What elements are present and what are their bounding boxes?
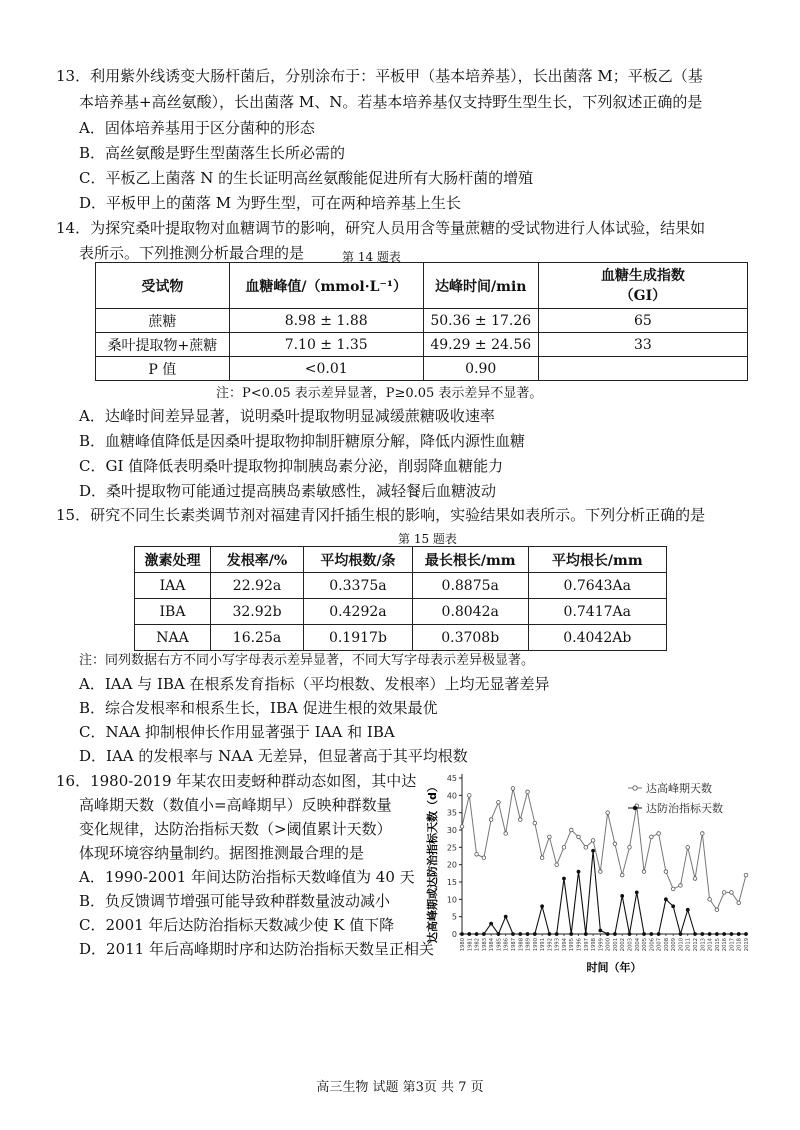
- chart-point: [555, 932, 559, 936]
- chart-point: [511, 932, 515, 936]
- q16-stem-line3: 变化规律，达防治指标天数（>阈值累计天数）: [79, 820, 392, 838]
- chart-point: [475, 932, 479, 936]
- chart-point: [642, 870, 646, 874]
- chart-y-tick-label: 15: [446, 878, 457, 887]
- table-cell: 7.10 ± 1.35: [229, 333, 423, 357]
- q14-option-a: A．达峰时间差异显著，说明桑叶提取物明显减缓蔗糖吸收速率: [79, 407, 495, 425]
- chart-x-tick-label: 1985: [496, 938, 503, 952]
- q14-option-b: B．血糖峰值降低是因桑叶提取物抑制肝糖原分解，降低内源性血糖: [79, 432, 526, 450]
- chart-point: [489, 818, 493, 822]
- table-cell: 蔗糖: [96, 309, 230, 333]
- table-cell: <0.01: [229, 357, 423, 381]
- chart-x-tick-label: 2018: [736, 938, 743, 952]
- table-header-cell: 血糖峰值/（mmol·L⁻¹）: [229, 263, 423, 309]
- table-header-cell: 达峰时间/min: [423, 263, 538, 309]
- chart-point: [533, 821, 537, 825]
- chart-point: [547, 932, 551, 936]
- chart-x-tick-label: 1993: [554, 938, 561, 952]
- q16-stem-line2: 高峰期天数（数值小=高峰期早）反映种群数量: [79, 796, 392, 814]
- chart-x-tick-label: 1984: [489, 938, 496, 952]
- chart-point: [671, 887, 675, 891]
- chart-point: [569, 828, 573, 832]
- chart-point: [664, 897, 668, 901]
- table-cell: 0.7643Aa: [528, 573, 666, 599]
- chart-point: [649, 932, 653, 936]
- chart-point: [511, 787, 515, 791]
- chart-point: [744, 932, 748, 936]
- chart-x-tick-label: 2003: [627, 938, 634, 952]
- chart-x-tick-label: 2001: [612, 938, 619, 952]
- chart-x-tick-label: 2005: [642, 938, 649, 952]
- chart-x-tick-label: 2013: [700, 938, 707, 952]
- table-cell: 50.36 ± 17.26: [423, 309, 538, 333]
- chart-point: [598, 929, 602, 933]
- chart-y-tick-label: 5: [451, 912, 457, 922]
- chart-point: [657, 832, 661, 836]
- table-header-cell: 发根率/%: [211, 547, 304, 573]
- legend-label: 达高峰期天数: [646, 782, 712, 795]
- chart-y-tick-label: 40: [446, 791, 457, 801]
- chart-x-tick-label: 2011: [685, 938, 692, 952]
- chart-point: [737, 932, 741, 936]
- chart-point: [657, 932, 661, 936]
- table-cell: 65: [538, 309, 747, 333]
- table-header-cell: 激素处理: [135, 547, 211, 573]
- chart-point: [467, 794, 471, 798]
- chart-y-tick-label: 10: [446, 895, 457, 905]
- q15-table-caption: 第 15 题表: [398, 532, 457, 546]
- chart-point: [569, 932, 573, 936]
- chart-x-tick-label: 1986: [503, 938, 510, 952]
- chart-point: [679, 932, 683, 936]
- q14-stem-line2: 表所示。下列推测分析最合理的是: [79, 244, 305, 262]
- chart-x-tick-label: 2012: [693, 938, 700, 952]
- q16-option-b: B．负反馈调节增强可能导致种群数量波动减小: [79, 892, 391, 910]
- table-cell: NAA: [135, 625, 211, 651]
- chart-y-tick-label: 25: [446, 843, 457, 853]
- table-cell: 32.92b: [211, 599, 304, 625]
- chart-point: [700, 932, 704, 936]
- chart-point: [533, 932, 537, 936]
- chart-point: [650, 835, 654, 839]
- table-cell: [538, 357, 747, 381]
- q15-table-note: 注：同列数据右方不同小写字母表示差异显著，不同大写字母表示差异极显著。: [79, 653, 535, 668]
- chart-point: [555, 863, 559, 867]
- chart-point: [693, 932, 697, 936]
- legend-label: 达防治指标天数: [646, 802, 723, 815]
- chart-x-tick-label: 2015: [714, 938, 721, 952]
- table-cell: IBA: [135, 599, 211, 625]
- q16-stem-line1: 16．1980-2019 年某农田麦蚜种群动态如图，其中达: [56, 772, 417, 790]
- chart-point: [701, 832, 705, 836]
- q13-option-d: D．平板甲上的菌落 M 为野生型，可在两种培养基上生长: [79, 194, 461, 212]
- chart-series-line: [462, 851, 746, 934]
- q14-table: [95, 262, 748, 381]
- chart-point: [613, 842, 617, 846]
- chart-x-tick-label: 2010: [678, 938, 685, 952]
- q13-stem-line1: 13．利用紫外线诱变大肠杆菌后，分别涂布于：平板甲（基本培养基），长出菌落 M；平板乙（基: [56, 67, 703, 85]
- chart-y-tick-label: 35: [446, 808, 457, 818]
- chart-point: [518, 818, 522, 822]
- table-cell: 0.3708b: [412, 625, 528, 651]
- chart-x-tick-label: 1989: [525, 938, 532, 952]
- chart-point: [467, 932, 471, 936]
- chart-point: [497, 800, 501, 804]
- chart-x-axis-label: 时间（年）: [586, 961, 642, 974]
- q14-table-note: 注：P<0.05 表示差异显著，P≥0.05 表示差异不显著。: [216, 386, 543, 401]
- chart-point: [715, 932, 719, 936]
- chart-x-tick-label: 1987: [510, 938, 517, 952]
- chart-point: [526, 932, 530, 936]
- table-cell: 49.29 ± 24.56: [423, 333, 538, 357]
- chart-point: [504, 915, 508, 919]
- chart-x-tick-label: 1998: [591, 938, 598, 952]
- q15-table: [134, 546, 667, 651]
- chart-point: [715, 908, 719, 912]
- chart-x-tick-label: 2017: [729, 938, 736, 952]
- chart-point: [628, 932, 632, 936]
- table-row: [96, 357, 748, 381]
- chart-x-tick-label: 2007: [656, 938, 663, 952]
- table-cell: 0.3375a: [304, 573, 413, 599]
- chart-x-tick-label: 1991: [540, 938, 547, 952]
- chart-point: [613, 932, 617, 936]
- chart-point: [475, 852, 479, 856]
- chart-point: [708, 932, 712, 936]
- chart-x-tick-label: 1980: [460, 938, 466, 952]
- chart-point: [577, 870, 581, 874]
- table-cell: IAA: [135, 573, 211, 599]
- chart-y-tick-label: 0: [451, 930, 457, 939]
- q14-option-d: D．桑叶提取物可能通过提高胰岛素敏感性，减轻餐后血糖波动: [79, 482, 497, 500]
- chart-point: [744, 873, 748, 877]
- page-footer: 高三生物 试题 第3页 共 7 页: [316, 1080, 484, 1095]
- chart-x-tick-label: 1996: [576, 938, 583, 952]
- chart-point: [730, 891, 734, 895]
- chart-point: [540, 904, 544, 908]
- q13-stem-line2: 本培养基+高丝氨酸），长出菌落 M、N。若基本培养基仅支持野生型生长，下列叙述正确的是: [79, 93, 703, 111]
- chart-point: [497, 932, 501, 936]
- table-cell: 16.25a: [211, 625, 304, 651]
- q15-option-b: B．综合发根率和根系生长，IBA 促进生根的效果最优: [79, 699, 438, 717]
- legend-marker: [633, 806, 637, 810]
- table-cell: 0.4292a: [304, 599, 413, 625]
- chart-point: [504, 832, 508, 836]
- table-cell: 22.92a: [211, 573, 304, 599]
- chart-point: [584, 932, 588, 936]
- chart-point: [628, 846, 632, 850]
- chart-y-tick-label: 30: [446, 826, 457, 835]
- table-header-cell: 受试物: [96, 263, 230, 309]
- chart-point: [708, 898, 712, 902]
- chart-point: [489, 922, 493, 926]
- chart-x-tick-label: 1982: [474, 938, 481, 952]
- chart-point: [642, 932, 646, 936]
- chart-x-tick-label: 1981: [467, 938, 474, 952]
- chart-x-tick-label: 1983: [481, 938, 488, 952]
- chart-point: [526, 790, 530, 794]
- table-cell: 33: [538, 333, 747, 357]
- table-cell: P 值: [96, 357, 230, 381]
- chart-point: [460, 825, 464, 829]
- q14-option-c: C．GI 值降低表明桑叶提取物抑制胰岛素分泌，削弱降血糖能力: [79, 457, 504, 475]
- table-cell: 0.8875a: [412, 573, 528, 599]
- table-cell: 0.4042Ab: [528, 625, 666, 651]
- chart-point: [686, 846, 690, 850]
- table-cell: 0.7417Aa: [528, 599, 666, 625]
- q15-option-c: C．NAA 抑制根伸长作用显著强于 IAA 和 IBA: [79, 723, 395, 741]
- chart-point: [635, 891, 639, 895]
- q16-option-c: C．2001 年后达防治指标天数减少使 K 值下降: [79, 916, 395, 934]
- q14-table-caption: 第 14 题表: [342, 250, 401, 264]
- chart-point: [482, 856, 486, 860]
- chart-point: [562, 877, 566, 881]
- chart-x-tick-label: 2014: [707, 938, 714, 952]
- chart-point: [606, 932, 610, 936]
- chart-x-tick-label: 2006: [649, 938, 656, 952]
- q13-option-b: B．高丝氨酸是野生型菌落生长所必需的: [79, 144, 346, 162]
- table-header-cell: 最长根长/mm: [412, 547, 528, 573]
- chart-point: [591, 839, 595, 843]
- gi-header-line2: （GI）: [619, 287, 667, 304]
- q16-chart: [424, 762, 754, 976]
- chart-point: [599, 870, 603, 874]
- q16-option-d: D．2011 年后高峰期时序和达防治指标天数呈正相关: [79, 940, 434, 958]
- table-header-row: [135, 547, 667, 573]
- chart-point: [584, 846, 588, 850]
- chart-point: [693, 877, 697, 881]
- q15-option-a: A．IAA 与 IBA 在根系发育指标（平均根数、发根率）上均无显著差异: [79, 675, 550, 693]
- table-cell: 8.98 ± 1.88: [229, 309, 423, 333]
- chart-x-tick-label: 2002: [620, 938, 627, 952]
- chart-point: [679, 884, 683, 888]
- chart-y-tick-label: 20: [446, 860, 457, 870]
- q13-option-c: C．平板乙上菌落 N 的生长证明高丝氨酸能促进所有大肠杆菌的增殖: [79, 169, 534, 187]
- chart-point: [577, 835, 581, 839]
- chart-point: [664, 870, 668, 874]
- table-header-cell: [538, 263, 747, 309]
- chart-x-tick-label: 1994: [561, 938, 568, 952]
- q16-option-a: A．1990-2001 年间达防治指标天数峰值为 40 天: [79, 868, 415, 886]
- chart-x-tick-label: 1988: [518, 938, 525, 952]
- chart-x-tick-label: 2016: [722, 938, 729, 952]
- chart-y-ticks: [447, 774, 462, 939]
- chart-point: [540, 856, 544, 860]
- chart-point: [482, 932, 486, 936]
- chart-point: [591, 849, 595, 853]
- q16-stem-line4: 体现环境容纳量制约。据图推测最合理的是: [79, 844, 365, 862]
- chart-point: [620, 873, 624, 877]
- chart-x-tick-label: 2009: [671, 938, 678, 952]
- chart-x-tick-label: 2008: [663, 938, 670, 952]
- table-cell: 0.90: [423, 357, 538, 381]
- table-header-cell: 平均根数/条: [304, 547, 413, 573]
- chart-point: [606, 811, 610, 815]
- table-row: [96, 333, 748, 357]
- chart-x-tick-label: 2019: [744, 938, 750, 952]
- chart-point: [730, 932, 734, 936]
- table-row: [135, 625, 667, 651]
- chart-x-tick-label: 1999: [598, 938, 605, 952]
- chart-x-tick-label: 2000: [605, 938, 612, 952]
- chart-point: [722, 932, 726, 936]
- q14-stem-line1: 14．为探究桑叶提取物对血糖调节的影响，研究人员用含等量蔗糖的受试物进行人体试验，结果如: [56, 219, 706, 237]
- chart-point: [460, 932, 464, 936]
- table-header-cell: 平均根长/mm: [528, 547, 666, 573]
- chart-point: [686, 908, 690, 912]
- legend-marker: [633, 786, 637, 790]
- chart-point: [620, 894, 624, 898]
- table-cell: 桑叶提取物+蔗糖: [96, 333, 230, 357]
- gi-header-line1: 血糖生成指数: [600, 267, 685, 284]
- chart-x-ticks: [460, 934, 750, 951]
- chart-point: [518, 932, 522, 936]
- q15-option-d: D．IAA 的发根率与 NAA 无差异，但显著高于其平均根数: [79, 747, 468, 765]
- chart-y-axis-label: 达高峰期或达防治指标天数（d）: [426, 781, 439, 943]
- chart-point: [671, 904, 675, 908]
- chart-y-tick-label: 45: [446, 774, 457, 783]
- chart-x-tick-label: 1992: [547, 938, 554, 952]
- chart-point: [562, 846, 566, 850]
- chart-point: [737, 901, 741, 905]
- table-row: [135, 573, 667, 599]
- chart-x-tick-label: 1997: [583, 938, 590, 952]
- chart-point: [722, 891, 726, 895]
- chart-x-tick-label: 2004: [634, 938, 641, 952]
- table-header-row: [96, 263, 748, 309]
- chart-x-tick-label: 1990: [532, 938, 539, 952]
- table-cell: 0.8042a: [412, 599, 528, 625]
- q15-stem-line1: 15．研究不同生长素类调节剂对福建青冈扦插生根的影响，实验结果如表所示。下列分析正确的是: [56, 506, 706, 524]
- chart-legend: [628, 781, 723, 815]
- table-row: [96, 309, 748, 333]
- table-cell: 0.1917b: [304, 625, 413, 651]
- q13-option-a: A．固体培养基用于区分菌种的形态: [79, 119, 315, 137]
- chart-axes: [462, 774, 746, 934]
- chart-x-tick-label: 1995: [569, 938, 576, 952]
- table-row: [135, 599, 667, 625]
- chart-point: [548, 835, 552, 839]
